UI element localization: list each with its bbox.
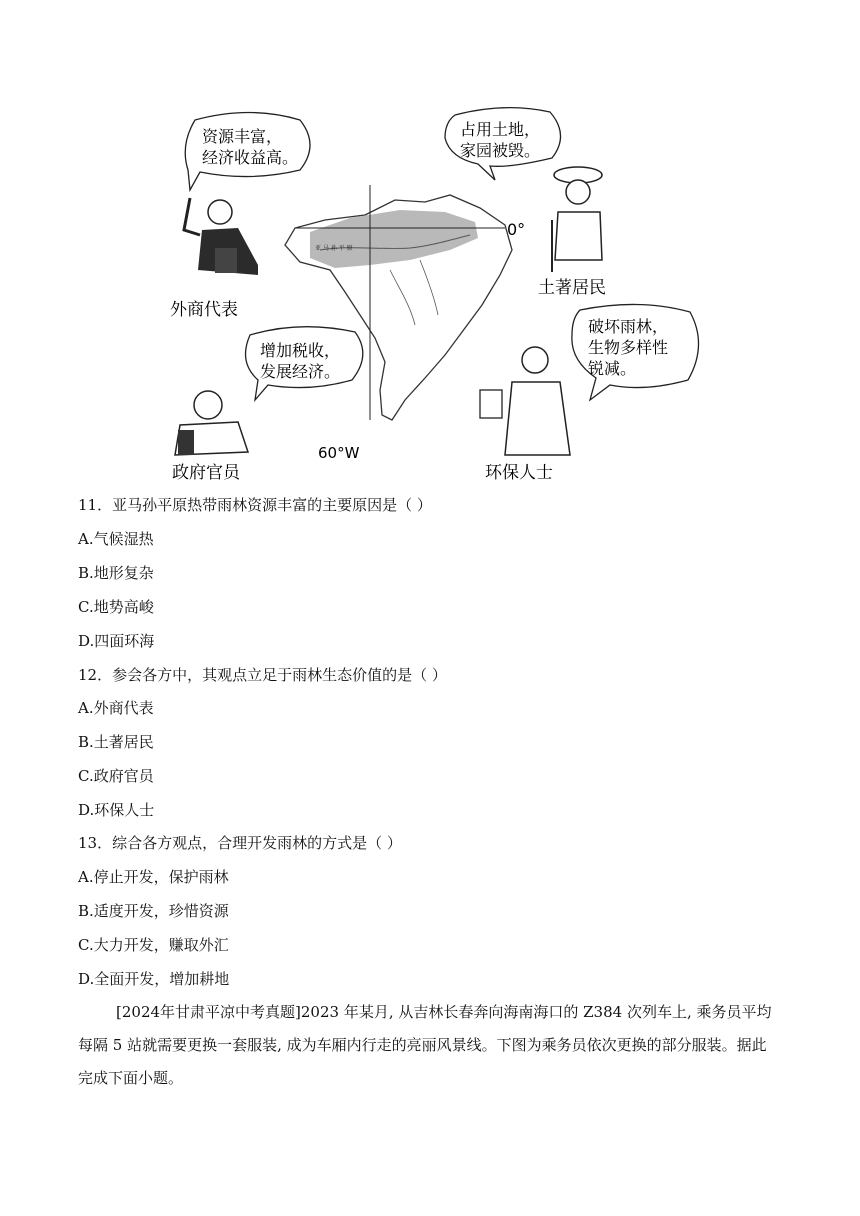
q11-option-a: A.气候湿热 (78, 530, 154, 548)
svg-text:破坏雨林，: 破坏雨林， (588, 317, 669, 336)
foreign-rep-person (184, 198, 258, 275)
indigenous-bubble (445, 108, 561, 180)
q12-option-b: B.土著居民 (78, 733, 154, 751)
indigenous-person (552, 167, 602, 272)
svg-text:家园被毁。: 家园被毁。 (460, 141, 541, 160)
svg-text:资源丰富，: 资源丰富， (202, 127, 283, 146)
foreign-rep-caption: 外商代表 (170, 300, 238, 320)
region-label: 亚 马 孙 平 原 (315, 245, 353, 252)
q11-option-b: B.地形复杂 (78, 564, 154, 582)
q13-option-a: A.停止开发，保护雨林 (78, 868, 229, 886)
q13-option-c: C.大力开发，赚取外汇 (78, 936, 229, 954)
meridian-label: 60°W (318, 444, 360, 462)
indigenous-caption: 土著居民 (538, 278, 606, 298)
svg-text:增加税收，: 增加税收， (260, 341, 341, 360)
passage-paragraph (78, 996, 778, 1095)
passage-text: [2024年甘肃平凉中考真题]2023 年某月, 从吉林长春奔向海南海口的 Z384 次列车上, 乘务员平均每隔 5 站就需要更换一套服装, 成为车厢内行走的亮丽风景线。下图为乘务员依次更换的部分服装。据此完成下面小题。 (78, 1003, 772, 1087)
environmentalist-person (480, 347, 570, 455)
svg-text:生物多样性: 生物多样性 (588, 338, 669, 357)
svg-text:发展经济。: 发展经济。 (260, 362, 341, 381)
environmentalist-caption: 环保人士 (485, 463, 553, 483)
svg-text:锐减。: 锐减。 (588, 359, 637, 378)
question-11-stem: 11．亚马孙平原热带雨林资源丰富的主要原因是（ ） (78, 496, 432, 514)
q12-option-d: D.环保人士 (78, 801, 155, 819)
q13-option-b: B.适度开发，珍惜资源 (78, 902, 229, 920)
svg-text:占用土地，: 占用土地， (460, 120, 541, 139)
foreign-rep-bubble (185, 113, 310, 191)
svg-text:经济收益高。: 经济收益高。 (202, 148, 299, 167)
q11-option-c: C.地势高峻 (78, 598, 154, 616)
q13-option-d: D.全面开发，增加耕地 (78, 970, 230, 988)
official-bubble (246, 327, 363, 400)
q12-option-c: C.政府官员 (78, 767, 154, 785)
question-13-stem: 13．综合各方观点，合理开发雨林的方式是（ ） (78, 834, 402, 852)
official-person (175, 391, 248, 455)
rainforest-debate-figure (160, 100, 710, 485)
question-12-stem: 12．参会各方中，其观点立足于雨林生态价值的是（ ） (78, 666, 447, 684)
q12-option-a: A.外商代表 (78, 699, 154, 717)
official-caption: 政府官员 (172, 463, 240, 483)
environmentalist-bubble (572, 304, 699, 400)
q11-option-d: D.四面环海 (78, 632, 155, 650)
equator-label: 0° (507, 220, 526, 239)
